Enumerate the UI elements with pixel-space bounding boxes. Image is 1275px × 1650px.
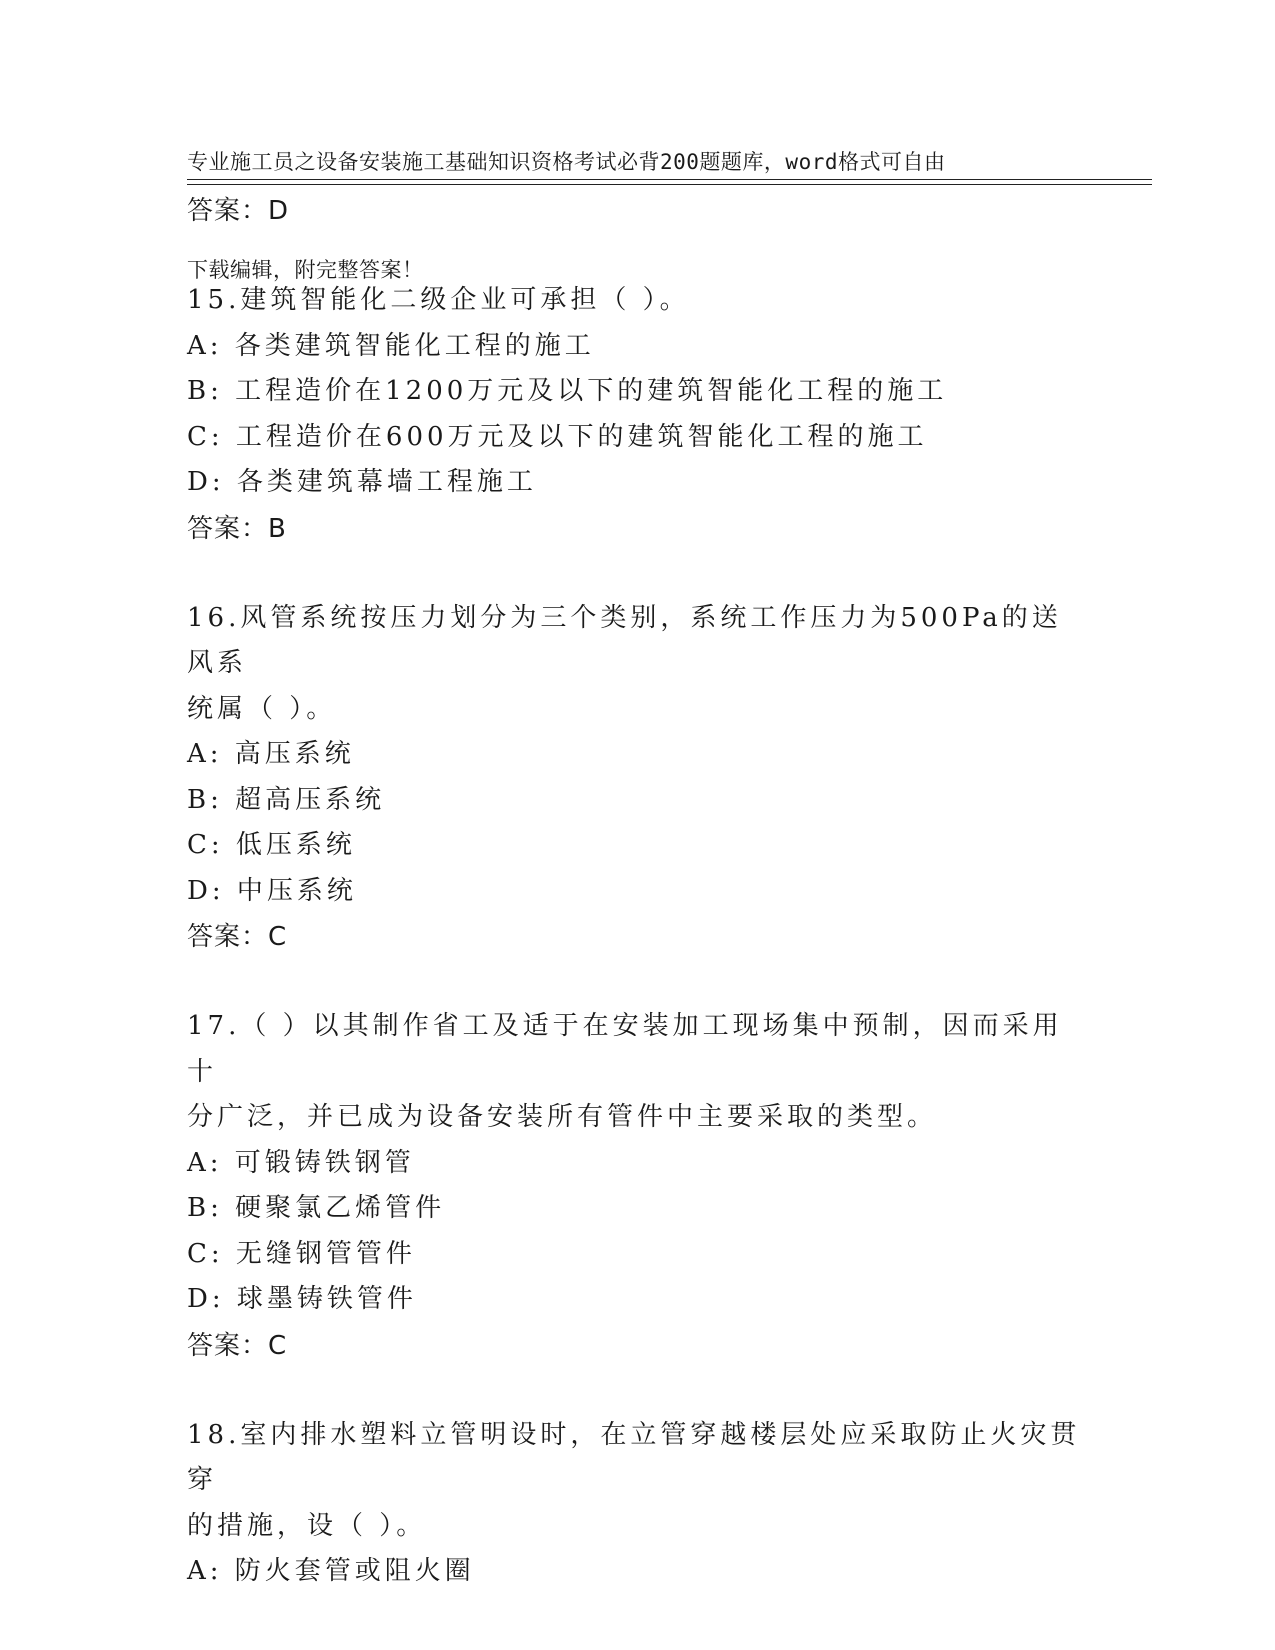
question-text-cont: 的措施，设（ ）。 [187, 1510, 427, 1541]
option-c: C: 低压系统 [187, 830, 356, 860]
question-16 [187, 596, 1087, 961]
option-b: B: 工程造价在1200万元及以下的建筑智能化工程的施工 [187, 376, 948, 406]
spacer [187, 552, 1087, 596]
option-a: A: 各类建筑智能化工程的施工 [187, 330, 595, 361]
answer-15: 答案：B [187, 513, 287, 544]
option-d: D: 各类建筑幕墙工程施工 [187, 467, 537, 497]
spacer [187, 1369, 1087, 1413]
question-text: 17.（ ）以其制作省工及适于在安装加工现场集中预制，因而采用十 [187, 1011, 1063, 1087]
question-text-cont: 分广泛，并已成为设备安装所有管件中主要采取的类型。 [187, 1102, 938, 1132]
question-list [187, 188, 1087, 1595]
header-rule-top [187, 179, 1152, 180]
option-c: C: 无缝钢管管件 [187, 1238, 416, 1269]
option-a: A: 防火套管或阻火圈 [187, 1556, 475, 1586]
header-rule-bottom [187, 184, 1152, 185]
option-d: D: 中压系统 [187, 875, 357, 906]
answer-14: 答案：D [187, 196, 290, 226]
header-line-2: 下载编辑，附完整答案！ [187, 258, 424, 282]
question-17 [187, 1004, 1087, 1369]
question-15 [187, 278, 1087, 552]
option-c: C: 工程造价在600万元及以下的建筑智能化工程的施工 [187, 421, 928, 452]
question-text: 16.风管系统按压力划分为三个类别，系统工作压力为500Pa的送风系 [187, 602, 1062, 678]
option-a: A: 可锻铸铁钢管 [187, 1147, 415, 1178]
question-text: 15.建筑智能化二级企业可承担（ ）。 [187, 285, 690, 315]
option-b: B: 硬聚氯乙烯管件 [187, 1193, 446, 1223]
question-text-cont: 统属（ ）。 [187, 693, 337, 724]
spacer [187, 234, 1087, 278]
spacer [187, 960, 1087, 1004]
option-b: B: 超高压系统 [187, 784, 386, 815]
question-18 [187, 1413, 1087, 1595]
option-d: D: 球墨铸铁管件 [187, 1284, 417, 1314]
question-text: 18.室内排水塑料立管明设时，在立管穿越楼层处应采取防止火灾贯穿 [187, 1419, 1081, 1495]
option-a: A: 高压系统 [187, 739, 355, 769]
header-line-1: 专业施工员之设备安装施工基础知识资格考试必背200题题库，word格式可自由 [187, 150, 946, 174]
answer-16: 答案：C [187, 922, 288, 952]
answer-17: 答案：C [187, 1330, 288, 1361]
